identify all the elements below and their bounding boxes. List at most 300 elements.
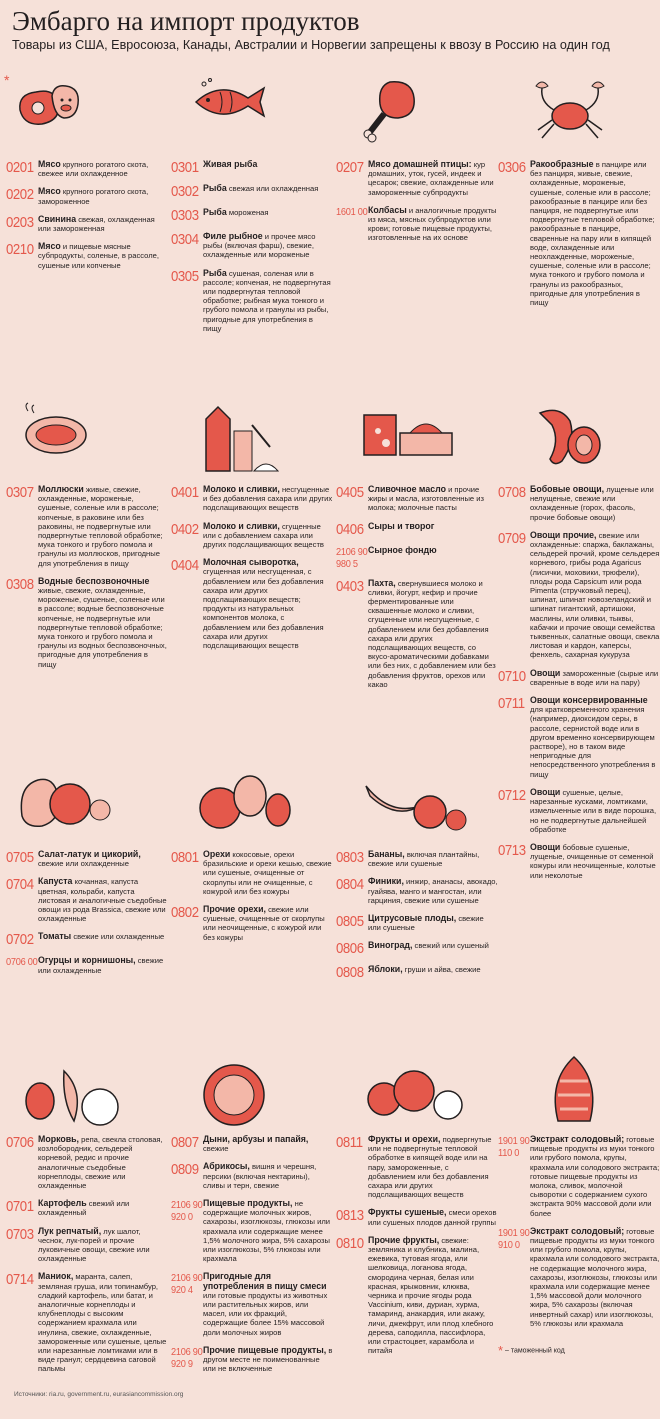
product-detail: бобовые сушеные, лущеные, очищенные от семенной кожуры или неочищенные, колотые или неколотые	[530, 842, 656, 880]
product-detail: и пищевые мясные субпродукты, соленые, в рассоле, сушеные или копченые	[38, 242, 159, 270]
melon-icon	[190, 1051, 280, 1136]
product-description	[38, 187, 168, 205]
product-description	[38, 850, 168, 868]
product-description	[38, 242, 168, 270]
product-column	[171, 160, 333, 342]
product-description	[368, 160, 498, 197]
customs-code	[336, 1236, 364, 1251]
product-detail: свежие или охлажденные	[38, 956, 164, 975]
customs-code	[171, 905, 199, 920]
customs-code-line: 0401	[171, 484, 199, 501]
customs-code-line: 0801	[171, 849, 199, 866]
product-name: Мясо домашней птицы:	[368, 159, 472, 169]
legend-text: – таможенный код	[505, 1347, 565, 1355]
customs-code	[171, 1272, 203, 1297]
customs-code	[498, 669, 526, 684]
customs-code-line: 0703	[6, 1225, 34, 1243]
product-name: Прочие пищевые продукты,	[203, 1344, 327, 1355]
product-description	[203, 184, 333, 193]
product-detail: сушеная, соленая или в рассоле; копченая, не подвергнутая или подвергнутая тепловой обработке; рыбная мука тонкого и грубого помола и гранулы из рыбы, пригодные для употребления в пищу	[203, 268, 331, 333]
customs-code	[171, 850, 199, 865]
customs-code-line: 0802	[171, 904, 199, 922]
product-detail: свежая, охлажденная или замороженная	[38, 214, 155, 234]
product-description	[530, 1135, 660, 1218]
product-detail: для кратковременного хранения (например, диоксидом серы, в рассоле, сернистой воде или в другом временно консервирующем растворе), но в таком виде непригодные для непосредственного употребления в пищу	[530, 705, 656, 779]
product-entry	[171, 269, 333, 333]
customs-code	[6, 187, 34, 202]
customs-code-line: 0712	[498, 786, 526, 804]
customs-code-line: 0404	[171, 557, 199, 575]
product-description	[203, 1272, 333, 1336]
chicken-leg-icon	[360, 76, 420, 151]
band-icons	[0, 1049, 660, 1137]
product-detail: живые, свежие, охлажденные, мороженые, сушеные, соленые или в рассоле; копченые, в раковине или без раковины, не подвергнутые или подвергнутые тепловой обработке; мука тонкого и грубого помола и гранулы из моллюсков, пригодные для употребления в пищу	[38, 485, 163, 568]
crab-icon	[530, 76, 610, 151]
product-column	[6, 1135, 168, 1383]
product-description	[368, 485, 498, 513]
product-entry	[336, 160, 498, 197]
product-entry	[6, 577, 168, 669]
customs-code-line: 0403	[336, 577, 364, 595]
product-entry	[171, 1346, 333, 1374]
product-entry	[171, 208, 333, 223]
customs-code-line: 0706	[6, 1134, 34, 1151]
product-entry	[171, 905, 333, 942]
customs-code	[6, 850, 34, 865]
product-description	[203, 232, 333, 260]
customs-code-line: 0406	[336, 520, 364, 538]
product-name: Овощи	[530, 841, 561, 852]
product-description	[530, 669, 660, 687]
band-0	[0, 74, 660, 399]
product-name: Рыба	[203, 267, 227, 278]
product-name: Сырное фондю	[368, 544, 437, 555]
customs-code	[6, 932, 34, 947]
product-name: Прочие фрукты,	[368, 1234, 440, 1245]
product-name: Моллюски	[38, 484, 84, 494]
product-entry	[336, 1135, 498, 1199]
product-name: Мясо	[38, 186, 61, 197]
customs-code-line: 1601 00	[336, 205, 368, 218]
footer-sources: Источники: ria.ru, government.ru, eurasiancommission.org	[14, 1391, 184, 1398]
product-column	[498, 160, 660, 316]
product-name: Пищевые продукты,	[203, 1198, 293, 1209]
milk-carton-icon	[190, 401, 280, 481]
product-detail: готовые пищевые продукты из муки тонкого или грубого помола, крупы, крахмала или солодового экстракта; готовые пищевые продукты из молока, сливок, молочной сыворотки с содержанием сухого экстракта 90% массовой доли или более	[530, 1135, 660, 1218]
product-grid	[0, 74, 660, 1419]
product-name: Яблоки,	[368, 964, 403, 975]
product-column	[498, 1135, 660, 1337]
product-detail: мороженая	[228, 208, 269, 217]
product-entry	[6, 877, 168, 923]
product-detail: свежие	[203, 1144, 229, 1154]
product-description	[203, 850, 333, 896]
product-detail: свежие или охлажденные	[73, 932, 165, 942]
customs-code-line: 0708	[498, 484, 526, 501]
product-description	[368, 579, 498, 689]
customs-code	[498, 485, 526, 500]
product-entry	[6, 1227, 168, 1264]
customs-code-line: 0305	[171, 267, 199, 285]
band-icons	[0, 74, 660, 162]
customs-code-line: 0202	[6, 186, 34, 204]
customs-code	[336, 1208, 364, 1223]
product-detail: и прочие жиры и масла, изготовленные из молока; молочные пасты	[368, 485, 484, 513]
product-detail: свежие или охлажденные: спаржа, баклажаны, сельдерей прочий, кроме сельдерея корневого, грибы рода Agaricus (лисички, моховики, трюфели), плоды рода Capsicum или рода Pimenta (стручковый перец), шпинат, шпинат новозеландский и шпинат гигантский, артишоки, маслины, или оливки, тыквы, кабачки и прочие овощи семейства тыквенных, салатные овощи, свекла листовая и кардон, каперсы, фенхель, сахарная кукуруза	[530, 530, 660, 660]
customs-code-line: 0710	[498, 667, 526, 685]
product-name: Сливочное масло	[368, 484, 446, 494]
customs-code-line: 0808	[336, 964, 364, 982]
customs-code	[336, 941, 364, 956]
product-description	[38, 932, 168, 941]
product-name: Живая рыба	[203, 159, 258, 169]
product-detail: кокосовые, орехи бразильские и орехи кешью, свежие или сушеные, очищенные от скорлупы или не очищенные, с кожурой или без кожуры	[203, 850, 332, 896]
product-entry	[336, 965, 498, 980]
product-detail: лук шалот, чеснок, лук-порей и прочие луковичные овощи, свежие или охлажденные	[38, 1226, 150, 1264]
page-title: Эмбарго на импорт продуктов	[12, 6, 360, 36]
customs-code-line: 920 0	[171, 1211, 193, 1224]
band-3	[0, 1049, 660, 1419]
product-description	[38, 577, 168, 669]
product-name: Пригодные для употребления в пищу смеси	[203, 1271, 327, 1291]
product-detail: крупного рогатого скота, замороженное	[38, 187, 149, 206]
product-description	[530, 1227, 660, 1328]
malt-extract-icon	[530, 1051, 620, 1136]
customs-code	[6, 215, 34, 230]
product-name: Молоко и сливки,	[203, 520, 280, 531]
customs-code	[171, 1135, 199, 1150]
product-detail: свежие или сушеные, очищенные от скорлупы или неочищенные, с кожурой или без кожуры	[203, 905, 325, 942]
customs-code-line: 0405	[336, 484, 364, 501]
product-description	[38, 1135, 168, 1190]
customs-code-line: 1901 90	[498, 1226, 530, 1239]
product-name: Огурцы и корнишоны,	[38, 955, 136, 966]
product-entry	[6, 1135, 168, 1190]
product-detail: лущеные или нелущеные, свежие или охлажденные (горох, фасоль, прочие бобовые овощи)	[530, 485, 654, 522]
product-description	[203, 1346, 333, 1374]
header	[12, 6, 652, 53]
product-detail: свежая или охлажденная	[228, 184, 319, 193]
product-entry	[171, 1199, 333, 1263]
product-entry	[498, 160, 660, 307]
product-detail: свежий или сушеный	[414, 941, 489, 951]
customs-code-line: 0402	[171, 520, 199, 538]
customs-code-line: 0711	[498, 695, 525, 713]
product-description	[368, 1236, 498, 1356]
product-entry	[336, 485, 498, 513]
customs-code	[6, 1135, 34, 1150]
customs-code-line: 0304	[171, 231, 199, 248]
product-entry	[6, 1272, 168, 1373]
product-name: Фрукты и орехи,	[368, 1134, 441, 1144]
product-detail: живые, свежие, охлажденные, мороженые, сушеные, соленые или в рассоле; водные беспозвоночные копченые, не подвергнутые или подвергнутые тепловой обработке; мука тонкого и грубого помола и гранулы из водных беспозвоночных, пригодные для употребления в пищу	[38, 586, 167, 669]
meat-pig-icon	[14, 76, 84, 141]
product-name: Свинина	[38, 213, 77, 224]
product-description	[203, 160, 333, 169]
mollusk-icon	[14, 401, 94, 466]
fish-icon	[190, 76, 270, 131]
product-description	[203, 558, 333, 650]
customs-code-line: 1901 90	[498, 1135, 530, 1147]
product-description	[530, 531, 660, 660]
product-entry	[336, 206, 498, 243]
product-entry	[171, 1162, 333, 1190]
customs-code-line: 0806	[336, 940, 364, 958]
product-description	[368, 941, 498, 950]
product-entry	[498, 669, 660, 687]
customs-code	[171, 485, 199, 500]
product-entry	[171, 232, 333, 260]
product-entry	[336, 546, 498, 570]
customs-code	[171, 269, 199, 284]
product-description	[368, 522, 498, 531]
product-name: Филе рыбное	[203, 231, 263, 241]
product-name: Овощи консервированные	[530, 695, 648, 706]
product-entry	[6, 956, 168, 974]
customs-code-line: 0805	[336, 913, 364, 931]
product-detail: свежие или охлажденные	[38, 859, 129, 869]
product-detail: несгущенные и без добавления сахара или других подслащивающих веществ	[203, 485, 333, 513]
product-detail: вишня и черешня, персики (включая нектарины), сливы и терн, свежие	[203, 1162, 317, 1190]
product-column	[336, 1135, 498, 1364]
product-entry	[336, 941, 498, 956]
product-name: Цитрусовые плоды,	[368, 913, 457, 924]
product-name: Молоко и сливки,	[203, 484, 280, 494]
customs-code-line: 0705	[6, 849, 34, 866]
customs-code-line: 0210	[6, 241, 34, 259]
product-column	[336, 850, 498, 989]
product-name: Абрикосы,	[203, 1161, 250, 1172]
customs-code	[498, 1135, 530, 1159]
product-description	[38, 1227, 168, 1264]
product-column	[6, 850, 168, 984]
customs-code	[498, 531, 526, 546]
root-vegetables-icon	[14, 1051, 124, 1136]
product-description	[203, 1135, 333, 1153]
product-name: Виноград,	[368, 940, 413, 951]
product-detail: свежие: земляника и клубника, малина, ежевика, тутовая ягода, или шелковица, логанова ягода, смородина черная, белая или красная, крыжовник, клюква, черника и прочие ягоды рода Vaccinium, киви, дуриан, хурма, тамаринд, анакардия, или акажу, личи, джекфрут, или плод хлебного дерева, саподилла, пассифлора, или страстоцвет, карамбола и питайя	[368, 1235, 494, 1356]
product-entry	[6, 1199, 168, 1217]
product-detail: крупного рогатого скота, свежее или охлажденное	[38, 160, 149, 179]
band-icons	[0, 764, 660, 852]
fruits-icon	[360, 1051, 470, 1136]
product-detail: подвергнутые или не подвергнутые тепловой обработке в кипящей воде или на пару, замороженные, с добавлением или без добавления сахара или других подслащивающих веществ	[368, 1135, 492, 1200]
band-2	[0, 764, 660, 1049]
customs-code	[336, 160, 364, 175]
customs-code-line: 0303	[171, 207, 199, 224]
product-name: Томаты	[38, 931, 72, 942]
customs-code-line: 0301	[171, 159, 199, 176]
product-entry	[336, 1208, 498, 1226]
customs-code-line: 0804	[336, 876, 364, 894]
customs-code-line: 0203	[6, 213, 34, 231]
product-name: Капуста	[38, 876, 73, 887]
product-entry	[336, 877, 498, 905]
product-name: Рыба	[203, 207, 227, 217]
customs-code	[336, 850, 364, 865]
customs-code-line: 980 5	[336, 557, 358, 570]
product-name: Морковь,	[38, 1134, 79, 1144]
product-name: Молочная сыворотка,	[203, 557, 299, 568]
customs-code-line: 0713	[498, 841, 526, 859]
customs-code	[6, 1272, 34, 1287]
product-column	[336, 485, 498, 698]
customs-code	[171, 208, 199, 223]
product-detail: кур домашних, уток, гусей, индеек и цесарок; свежие, охлажденные или замороженные субпродукты	[368, 160, 494, 197]
customs-code	[6, 1227, 34, 1242]
product-name: Прочие орехи,	[203, 904, 266, 915]
customs-code-line: 0810	[336, 1234, 364, 1252]
product-description	[368, 877, 498, 905]
product-name: Сыры и творог	[368, 520, 435, 531]
product-name: Картофель	[38, 1198, 87, 1209]
customs-code	[498, 696, 526, 711]
product-description	[368, 850, 498, 868]
product-name: Бананы,	[368, 849, 405, 859]
product-name: Ракообразные	[530, 159, 594, 169]
band-icons	[0, 399, 660, 487]
customs-code-line: 0807	[171, 1134, 199, 1151]
customs-code	[171, 522, 199, 537]
product-entry	[336, 914, 498, 932]
product-detail: сгущенные или с добавлением сахара или других подслащивающих веществ	[203, 521, 324, 550]
customs-code	[336, 877, 364, 892]
product-name: Мясо	[38, 159, 61, 169]
customs-code-line: 920 4	[171, 1284, 193, 1297]
product-name: Овощи прочие,	[530, 529, 597, 540]
product-name: Экстракт солодовый;	[530, 1134, 625, 1144]
customs-code	[336, 914, 364, 929]
product-description	[368, 206, 498, 243]
customs-code-line: 0803	[336, 849, 364, 866]
product-description	[38, 160, 168, 178]
legend	[498, 1343, 565, 1358]
product-name: Овощи	[530, 786, 561, 797]
nuts-icon	[190, 766, 300, 841]
product-name: Экстракт солодовый;	[530, 1225, 625, 1236]
customs-code	[171, 160, 199, 175]
product-description	[203, 269, 333, 333]
customs-code-line: 0809	[171, 1161, 199, 1179]
product-description	[203, 905, 333, 942]
product-detail: груши и айва, свежие	[404, 965, 481, 975]
product-detail: в другом месте не поименованные или не включенные	[203, 1345, 333, 1374]
product-entry	[171, 1135, 333, 1153]
product-entry	[6, 160, 168, 178]
product-name: Фрукты сушеные,	[368, 1207, 447, 1218]
product-description	[38, 1272, 168, 1373]
product-name: Мясо	[38, 241, 61, 252]
product-name: Колбасы	[368, 204, 407, 215]
customs-code	[336, 965, 364, 980]
customs-code-line: 0308	[6, 575, 34, 593]
customs-code	[6, 577, 34, 592]
product-name: Бобовые овощи,	[530, 484, 605, 494]
product-name: Салат-латук и цикорий,	[38, 849, 141, 859]
product-entry	[498, 1135, 660, 1218]
customs-code	[6, 485, 34, 500]
product-detail: в панцире или без панциря, живые, свежие, охлажденные, мороженые, сушеные, соленые или в рассоле; ракообразные в панцире или без панциря, не подвергнутые или подвергнутые тепловой обработке; ракообразные в панцире, сваренные на пару или в кипящей воде, охлажденные или неохлажденные, мороженые, сушеные, соленые или в рассоле; мука тонкого и грубого помола и гранулы из ракообразных, пригодные для употребления в пищу	[530, 160, 655, 308]
product-column	[171, 850, 333, 951]
customs-code-line: 2106 90	[336, 545, 368, 558]
customs-code-line: 0701	[6, 1198, 34, 1216]
product-entry	[498, 1227, 660, 1328]
product-entry	[336, 850, 498, 868]
product-description	[530, 160, 660, 307]
product-detail: свежий или охлажденный	[38, 1199, 130, 1218]
product-detail: не содержащие молочных жиров, сахарозы, изоглюкозы, глюкозы или крахмала или содержащие менее 1,5% молочного жира, 5% сахарозы или изоглюкозы, 5% глюкозы или крахмала	[203, 1199, 331, 1264]
product-column	[6, 160, 168, 279]
product-description	[203, 522, 333, 550]
customs-code	[171, 1199, 203, 1224]
product-detail: свежие или сушеные	[368, 914, 484, 933]
product-description	[38, 956, 168, 974]
customs-code-line: 2106 90	[171, 1345, 203, 1358]
customs-code	[6, 956, 38, 969]
customs-code-line: 910 0	[498, 1238, 520, 1251]
customs-code-line: 0702	[6, 931, 34, 949]
customs-code-line: 0201	[6, 159, 34, 176]
customs-code	[336, 485, 364, 500]
product-description	[203, 1162, 333, 1190]
page-subtitle: Товары из США, Евросоюза, Канады, Австралии и Норвегии запрещены к ввозу в Россию на один год	[12, 38, 610, 52]
product-name: Рыба	[203, 183, 227, 193]
product-detail: или готовые продукты из животных или растительных жиров, или масел, или их фракций, содержащие более 15% массовой доли молочных жиров	[203, 1290, 328, 1337]
product-description	[203, 1199, 333, 1263]
product-detail: репа, свекла столовая, козлобородник, сельдерей корневой, редис и прочие аналогичные съедобные корнеплоды, свежие или охлажденные	[38, 1135, 163, 1191]
customs-code	[336, 579, 364, 594]
product-description	[38, 215, 168, 233]
customs-code-line: 0704	[6, 876, 34, 894]
product-name: Орехи	[203, 849, 231, 859]
customs-code	[171, 232, 199, 247]
lettuce-cabbage-icon	[14, 766, 114, 841]
product-entry	[6, 485, 168, 568]
product-entry	[498, 531, 660, 660]
product-name: Овощи	[530, 667, 561, 678]
asterisk-marker: *	[4, 72, 10, 88]
customs-code	[336, 522, 364, 537]
product-detail: и прочее мясо рыбы (включая фарш), свежие, охлажденные или мороженые	[203, 232, 316, 260]
product-description	[203, 208, 333, 217]
customs-code-line: 0709	[498, 529, 526, 547]
product-column	[171, 485, 333, 659]
product-column	[336, 160, 498, 252]
customs-code	[171, 184, 199, 199]
product-name: Водные беспозвоночные	[38, 575, 150, 586]
customs-code	[336, 1135, 364, 1150]
customs-code	[336, 545, 368, 570]
customs-code-line: 0706 00	[6, 956, 38, 969]
product-entry	[6, 242, 168, 270]
customs-code	[6, 160, 34, 175]
customs-code-line: 2106 90	[171, 1272, 203, 1285]
product-description	[368, 1208, 498, 1226]
product-detail: инжир, ананасы, авокадо, гуайява, манго и мангостан, или гарциния, свежие или сушеные	[368, 877, 498, 905]
customs-code	[171, 558, 199, 573]
customs-code-line: 0207	[336, 159, 364, 176]
product-detail: и аналогичные продукты из мяса, мясных субпродуктов или крови; готовые пищевые продукты, изготовленные на их основе	[368, 205, 497, 243]
product-description	[38, 485, 168, 568]
customs-code	[6, 242, 34, 257]
product-name: Лук репчатый,	[38, 1225, 102, 1236]
product-entry	[6, 215, 168, 233]
product-detail: готовые пищевые продукты из муки тонкого или грубого помола, крупы, крахмала или солодового экстракта, не содержащие молочного жира, сахарозы, изоглюкозы, глюкозы или крахмала или содержащие менее 1,5% массовой доли молочного жира, 5% сахарозы (включая инвертный сахар) или изоглюкозы, 5% глюкозы или крахмала	[530, 1226, 660, 1328]
product-column	[171, 1135, 333, 1382]
customs-code-line: 2106 90	[171, 1199, 203, 1212]
product-entry	[336, 1236, 498, 1356]
product-detail: включая плантайны, свежие или сушеные	[368, 850, 480, 869]
